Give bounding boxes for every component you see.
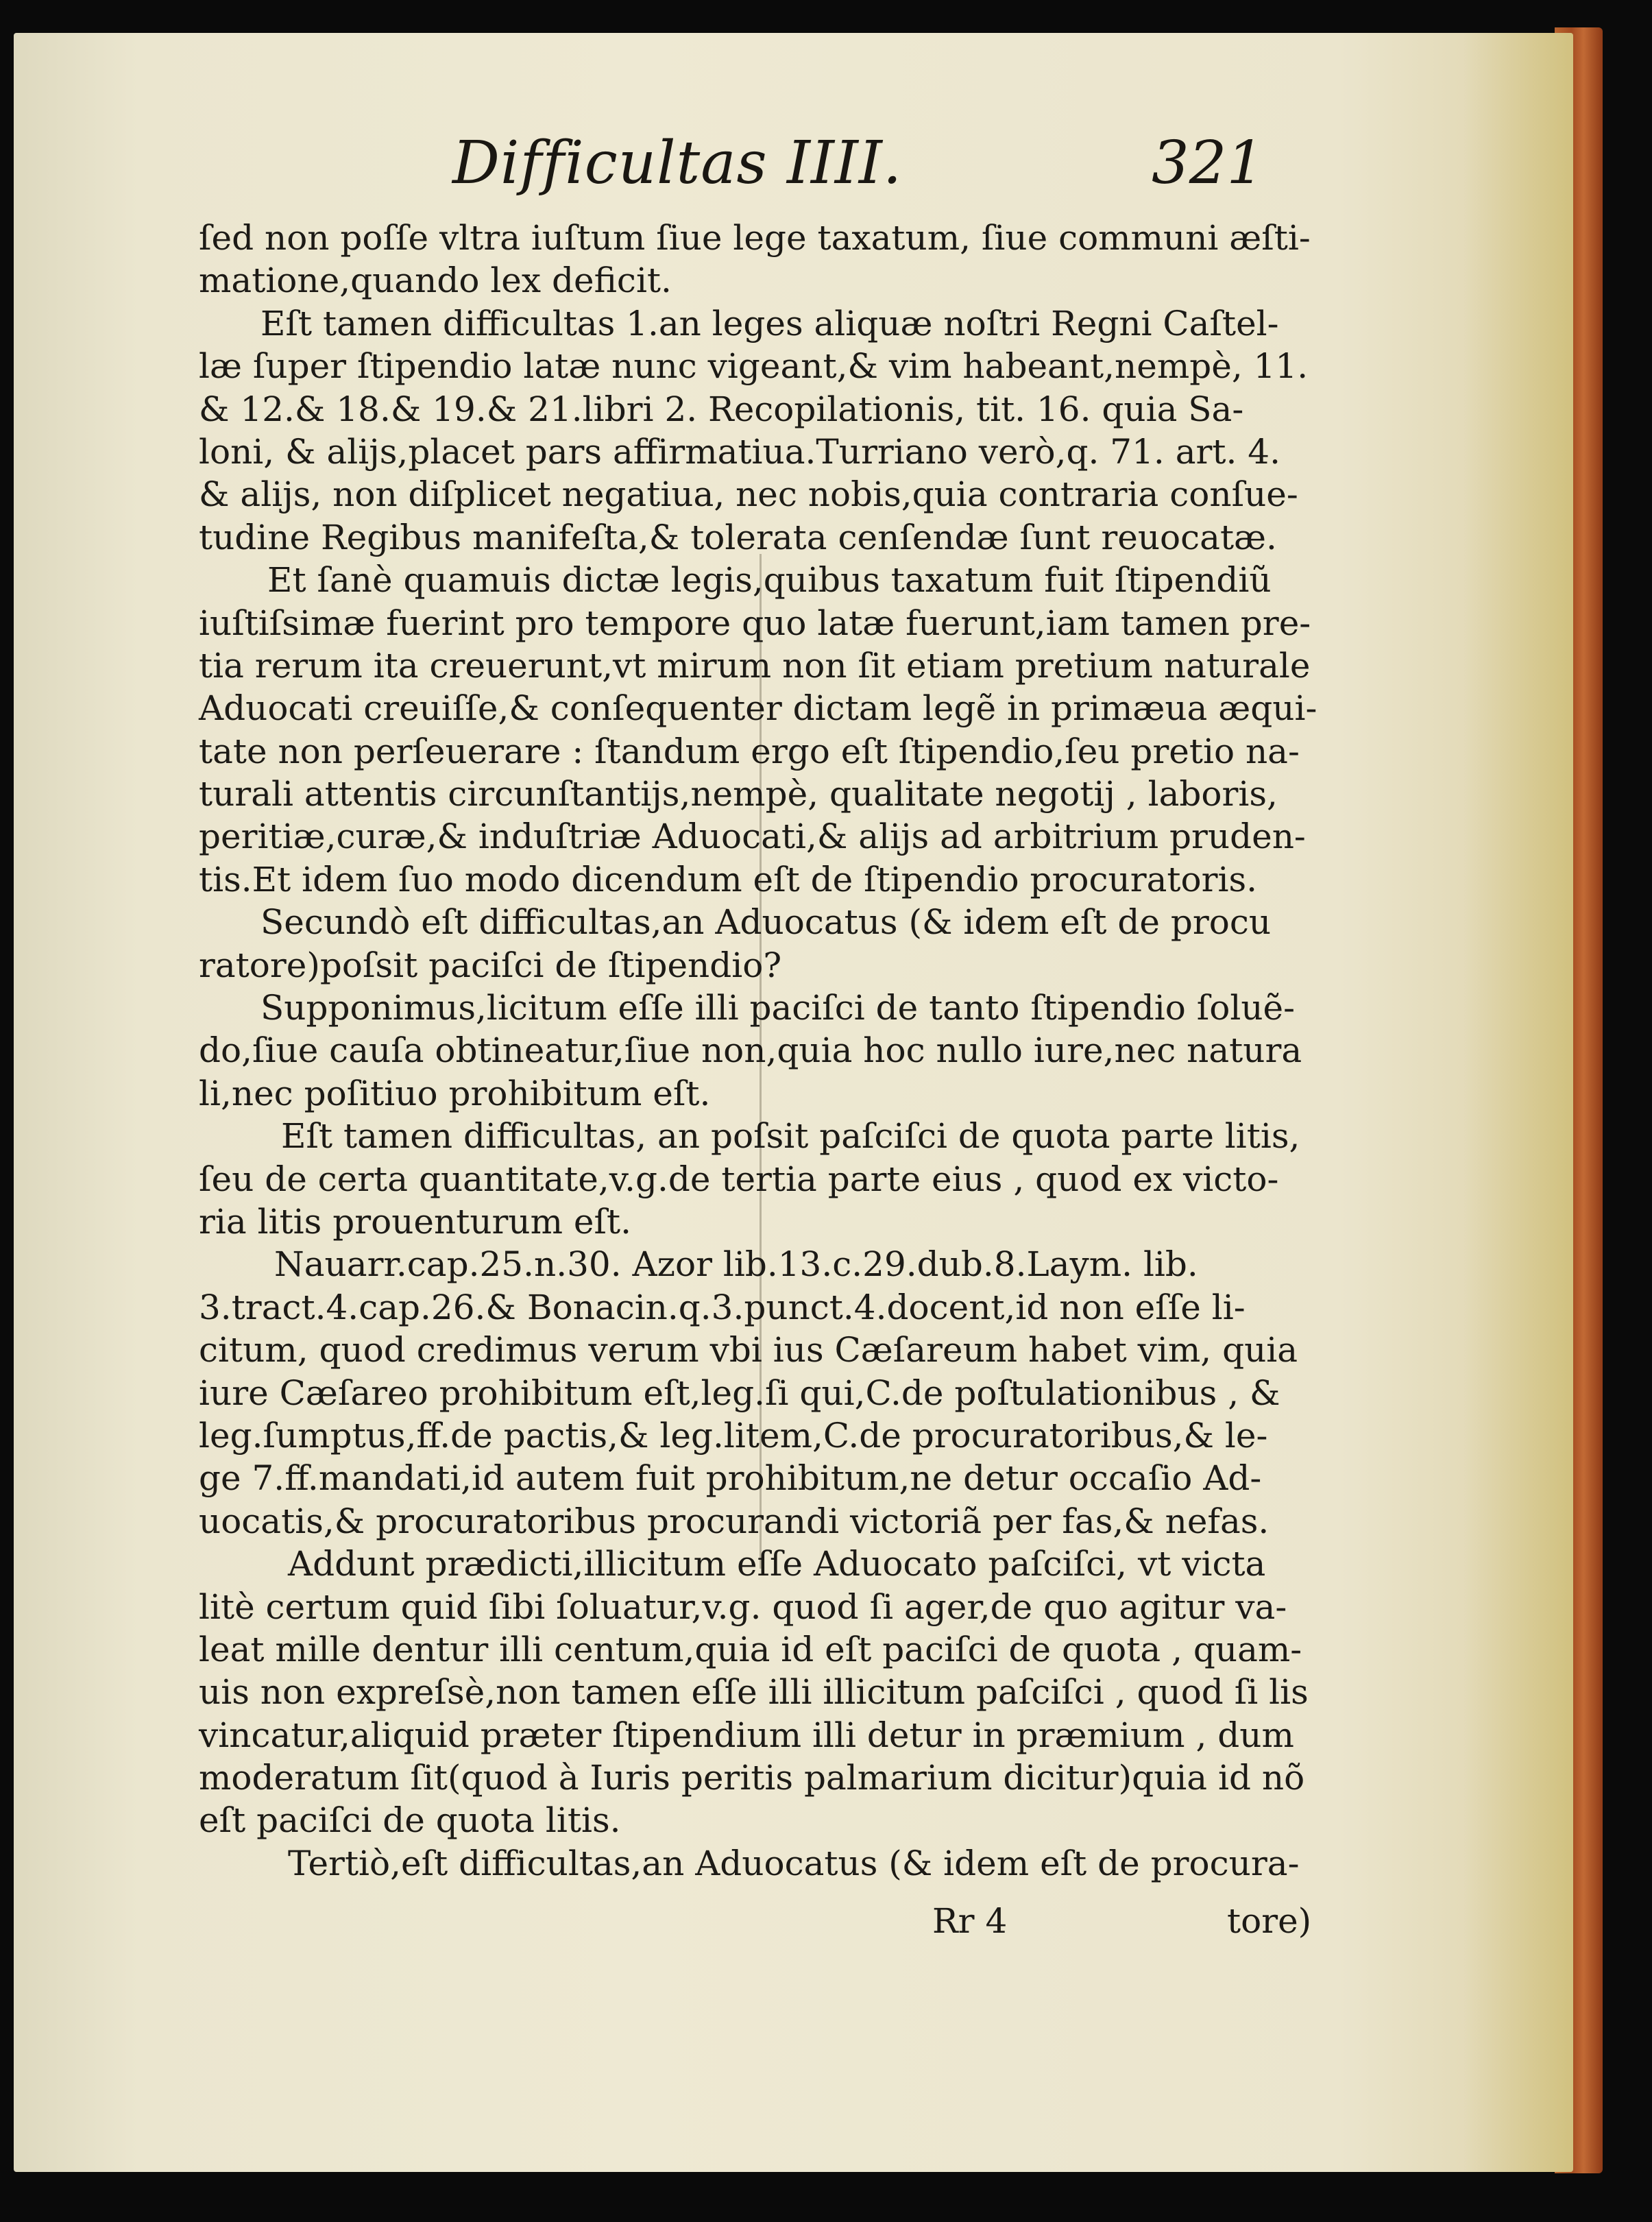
text-line: turali attentis circunſtantijs,nempè, qualitate negotij , laboris, (199, 774, 1278, 814)
signature-mark: Rr 4 (932, 1901, 1008, 1941)
text-line: leg.ſumptus,ff.de pactis,& leg.litem,C.de procuratoribus,& le- (199, 1415, 1268, 1456)
text-line: tia rerum ita creuerunt,vt mirum non ſit etiam pretium naturale (199, 645, 1311, 686)
text-line: ratore)poſsit paciſci de ſtipendio? (199, 945, 782, 985)
text-line: matione,quando lex deficit. (199, 261, 672, 301)
text-line: litè certum quid ſibi ſoluatur,v.g. quod ſi ager,de quo agitur va- (199, 1586, 1287, 1627)
page-number: 321 (1152, 129, 1265, 197)
text-block (199, 217, 1323, 1885)
text-line: ſeu de certa quantitate,v.g.de tertia parte eius , quod ex victo- (199, 1159, 1279, 1199)
text-line: Nauarr.cap.25.n.30. Azor lib.13.c.29.dub.8.Laym. lib. (274, 1244, 1198, 1285)
text-line: Addunt prædicti,illicitum eſſe Aduocato paſciſci, vt victa (288, 1544, 1266, 1584)
page-header (14, 129, 1573, 204)
text-line: Et ſanè quamuis dictæ legis,quibus taxatum fuit ſtipendiũ (267, 560, 1272, 601)
text-line: vincatur,aliquid præter ſtipendium illi detur in præmium , dum (199, 1715, 1294, 1755)
text-line: peritiæ,curæ,& induſtriæ Aduocati,& alijs ad arbitrium pruden- (199, 817, 1306, 857)
text-line: uocatis,& procuratoribus procurandi victoriã per fas,& nefas. (199, 1501, 1270, 1541)
text-line: ſed non poſſe vltra iuſtum ſiue lege taxatum, ſiue communi æſti- (199, 218, 1311, 258)
text-line: Aduocati creuiſſe,& conſequenter dictam legẽ in primæua æqui- (199, 688, 1317, 729)
text-line: 3.tract.4.cap.26.& Bonacin.q.3.punct.4.docent,id non eſſe li- (199, 1287, 1246, 1327)
text-line: Secundò eſt difficultas,an Aduocatus (& idem eſt de procu (260, 902, 1272, 943)
text-line: læ ſuper ſtipendio latæ nunc vigeant,& vim habeant,nempè, 11. (199, 346, 1309, 387)
text-line: loni, & alijs,placet pars affirmatiua.Turriano verò,q. 71. art. 4. (199, 431, 1281, 472)
text-line: & 12.& 18.& 19.& 21.libri 2. Recopilationis, tit. 16. quia Sa- (199, 389, 1244, 429)
text-line: tudine Regibus manifeſta,& tolerata cenſendæ ſunt reuocatæ. (199, 517, 1277, 557)
text-line: moderatum ſit(quod à Iuris peritis palmarium dicitur)quia id nõ (199, 1758, 1305, 1798)
text-line: li,nec poſitiuo prohibitum eſt. (199, 1073, 711, 1113)
running-head: Difficultas IIII. (452, 129, 903, 197)
text-line: Eſt tamen difficultas, an poſsit paſciſci de quota parte litis, (281, 1116, 1300, 1157)
text-line: iure Cæſareo prohibitum eſt,leg.ſi qui,C.de poſtulationibus , & (199, 1373, 1280, 1413)
text-line: iuſtiſsimæ fuerint pro tempore quo latæ fuerunt,iam tamen pre- (199, 603, 1311, 643)
text-line: tate non perſeuerare : ſtandum ergo eſt ſtipendio,ſeu pretio na- (199, 731, 1300, 771)
text-line: Supponimus,licitum eſſe illi paciſci de tanto ſtipendio ſoluẽ- (260, 988, 1296, 1028)
text-line: uis non expreſsè,non tamen eſſe illi illicitum paſciſci , quod ſi lis (199, 1672, 1309, 1713)
text-line: leat mille dentur illi centum,quia id eſt paciſci de quota , quam- (199, 1629, 1302, 1669)
text-line: citum, quod credimus verum vbi ius Cæſareum habet vim, quia (199, 1330, 1298, 1370)
text-line: ge 7.ff.mandati,id autem fuit prohibitum,ne detur occaſio Ad- (199, 1458, 1262, 1499)
text-line: eſt paciſci de quota litis. (199, 1800, 621, 1841)
page-footer (14, 1901, 1573, 1949)
text-line: Tertiò,eſt difficultas,an Aduocatus (& idem eſt de procura- (288, 1843, 1300, 1883)
text-line: ria litis prouenturum eſt. (199, 1201, 632, 1242)
book-page (14, 33, 1573, 2172)
text-line: tis.Et idem ſuo modo dicendum eſt de ſtipendio procuratoris. (199, 859, 1258, 899)
text-line: Eſt tamen difficultas 1.an leges aliquæ noſtri Regni Caſtel- (260, 303, 1279, 343)
catchword: tore) (1227, 1901, 1312, 1941)
text-line: & alijs, non diſplicet negatiua, nec nobis,quia contraria conſue- (199, 474, 1298, 515)
text-line: do,ſiue cauſa obtineatur,ſiue non,quia hoc nullo iure,nec natura (199, 1030, 1302, 1071)
